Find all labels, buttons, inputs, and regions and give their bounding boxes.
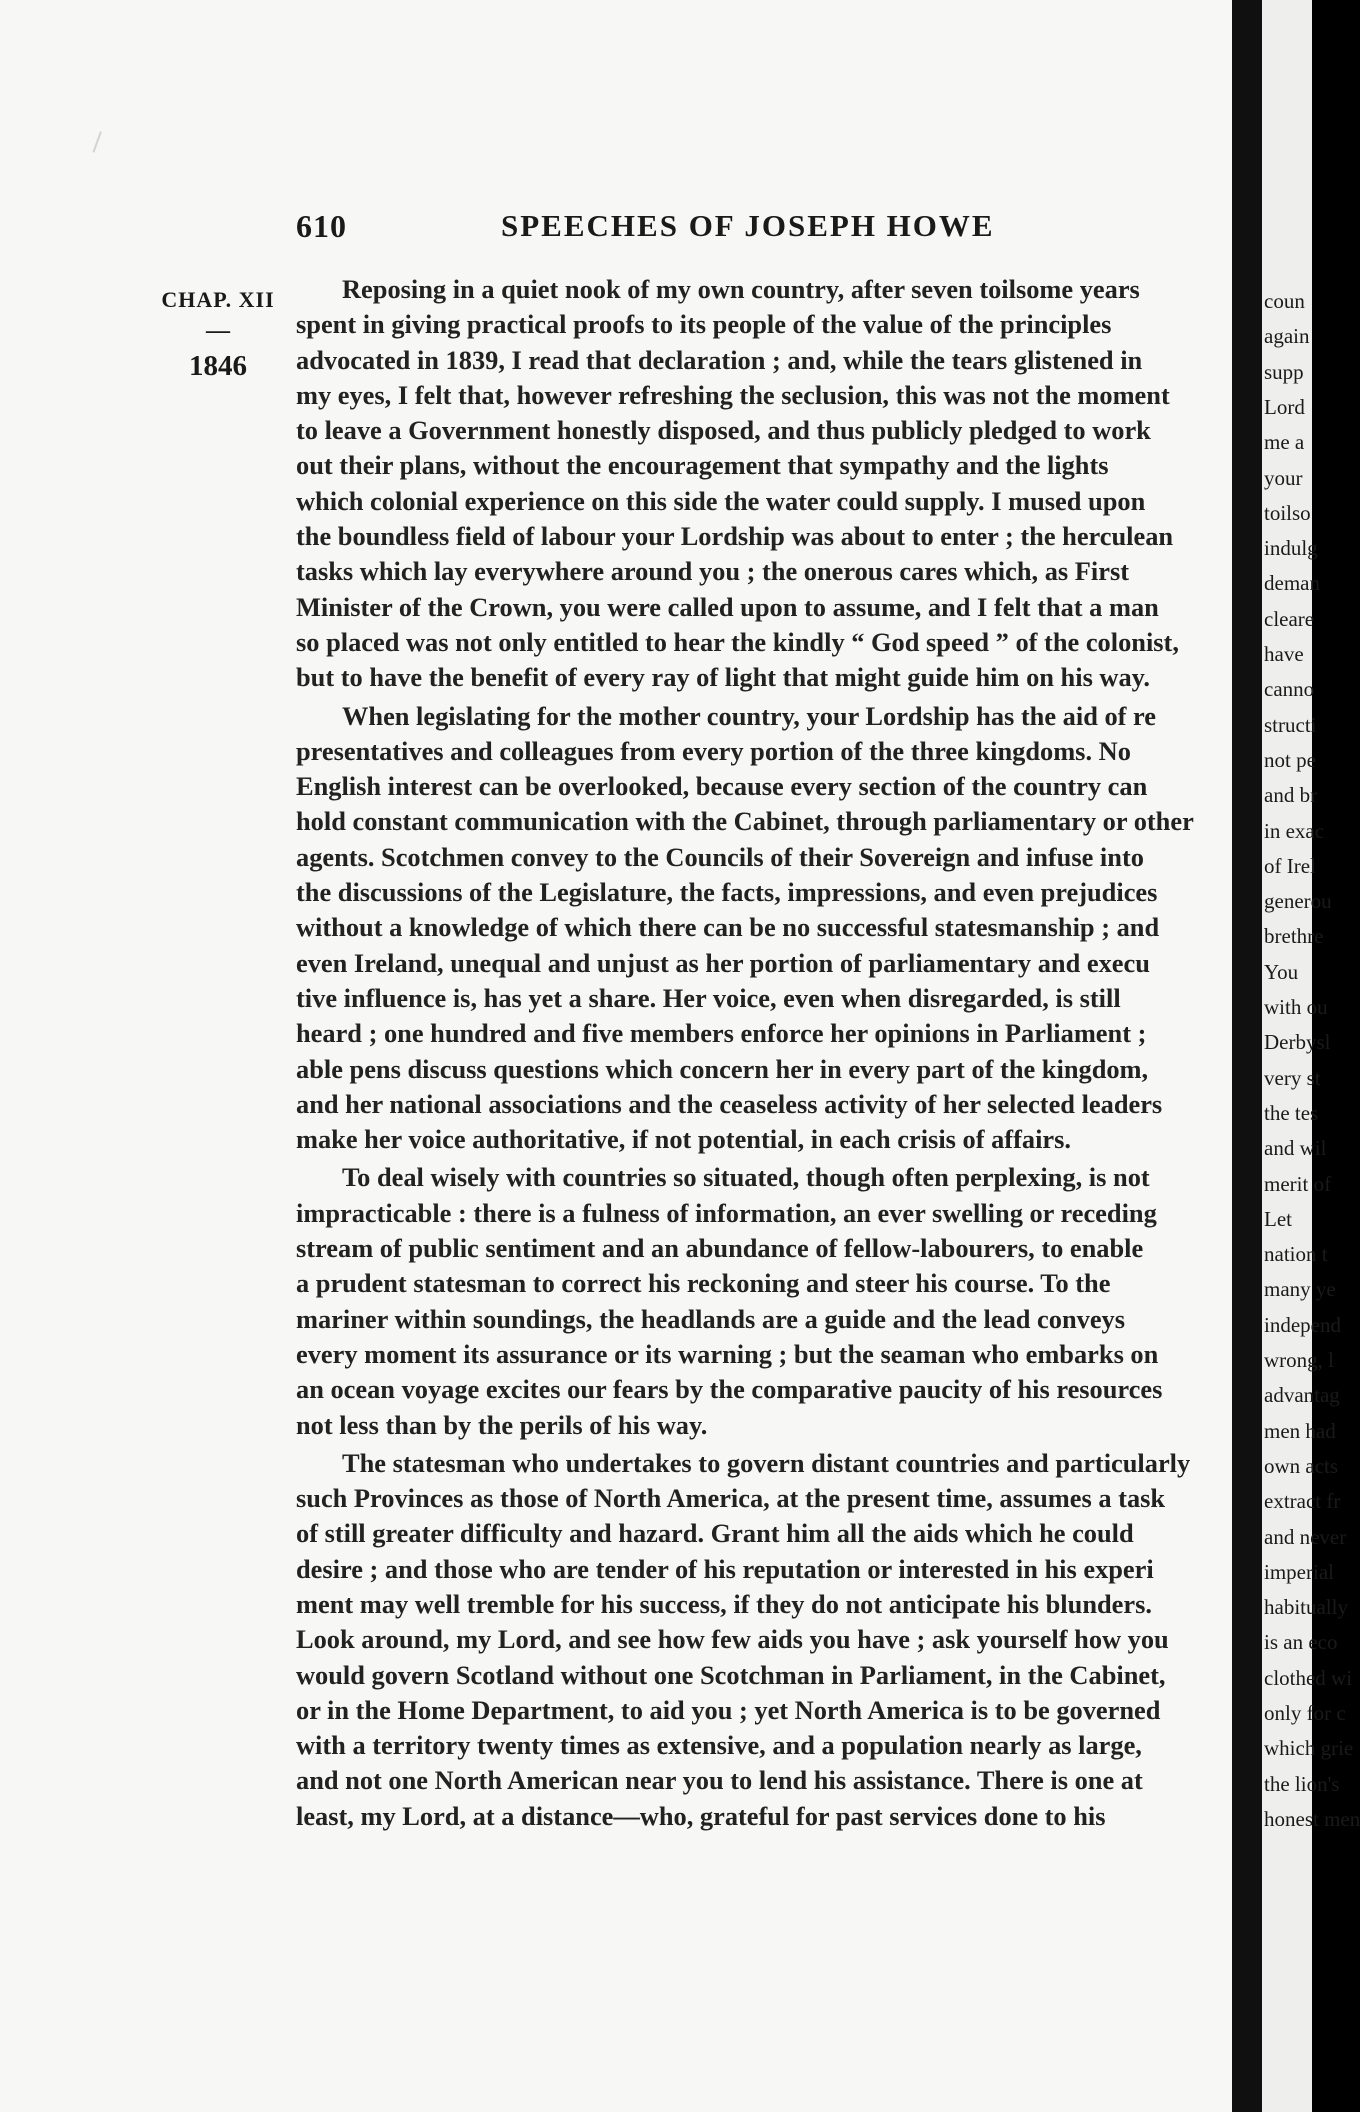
page-header: [296, 208, 1048, 252]
text-line: heard ; one hundred and five members enforce her opinions in Parliament ;: [296, 1018, 1147, 1049]
text-line: impracticable : there is a fulness of information, an ever swelling or receding: [296, 1197, 1157, 1228]
text-line: tasks which lay everywhere around you ; the onerous cares which, as First: [296, 556, 1130, 587]
text-line: but to have the benefit of every ray of light that might guide him on his way.: [296, 662, 1151, 693]
facing-page-fragment: honest men: [1264, 1806, 1360, 1831]
facing-page-fragment: have: [1264, 642, 1304, 666]
chapter-label: CHAP. XII: [161, 287, 275, 312]
text-line: spent in giving practical proofs to its people of the value of the principles: [296, 309, 1112, 340]
text-line: which colonial experience on this side the water could supply. I mused upon: [296, 485, 1146, 516]
text-line: English interest can be overlooked, because every section of the country can: [296, 771, 1148, 802]
facing-page-fragment: You: [1264, 959, 1299, 984]
text-line: Reposing in a quiet nook of my own country, after seven toilsome years: [342, 274, 1140, 304]
text-line: would govern Scotland without one Scotchman in Parliament, in the Cabinet,: [296, 1659, 1166, 1690]
text-line: mariner within soundings, the headlands are a guide and the lead conveys: [296, 1303, 1125, 1334]
text-line: the discussions of the Legislature, the facts, impressions, and even prejudices: [296, 877, 1158, 908]
year-label: 1846: [189, 350, 247, 382]
text-line: with a territory twenty times as extensive, and a population nearly as large,: [296, 1730, 1142, 1761]
book-gutter: [1232, 0, 1264, 2112]
facing-page-fragment: again: [1264, 324, 1310, 349]
body-text: [296, 272, 1236, 1834]
margin-note: [158, 284, 278, 386]
facing-page-fragment: men had: [1264, 1418, 1336, 1443]
text-line: an ocean voyage excites our fears by the comparative paucity of his resources: [296, 1374, 1163, 1405]
facing-page-fragment: in exac: [1264, 818, 1325, 843]
text-line: least, my Lord, at a distance—who, grateful for past services done to his: [296, 1800, 1106, 1831]
text-line: such Provinces as those of North America, at the present time, assumes a task: [296, 1483, 1166, 1514]
facing-page-fragment: and never: [1264, 1524, 1347, 1549]
facing-page-fragment: toilso: [1264, 500, 1311, 525]
facing-page-fragment: merit of: [1264, 1171, 1332, 1196]
text-line: hold constant communication with the Cabinet, through parliamentary or other: [296, 806, 1194, 837]
text-line: ment may well tremble for his success, if they do not anticipate his blunders.: [296, 1588, 1152, 1619]
page-number: 610: [296, 208, 347, 244]
text-line: make her voice authoritative, if not potential, in each crisis of affairs.: [296, 1124, 1071, 1155]
facing-page-fragment: not pe: [1264, 747, 1316, 772]
facing-page-fragment: advantag: [1264, 1383, 1340, 1408]
text-line: agents. Scotchmen convey to the Councils of their Sovereign and infuse into: [296, 841, 1144, 872]
facing-page-fragment: which grie: [1264, 1736, 1354, 1761]
facing-page-fragment: is an eco: [1264, 1630, 1338, 1655]
text-line: or in the Home Department, to aid you ; yet North America is to be governed: [296, 1694, 1161, 1725]
text-line: stream of public sentiment and an abundance of fellow-labourers, to enable: [296, 1233, 1144, 1264]
text-line: To deal wisely with countries so situated, though often perplexing, is not: [342, 1162, 1150, 1193]
facing-page-fragment: supp: [1264, 359, 1304, 384]
text-line: not less than by the perils of his way.: [296, 1409, 708, 1440]
text-line: my eyes, I felt that, however refreshing the seclusion, this was not the moment: [296, 379, 1170, 410]
text-line: a prudent statesman to correct his reckoning and steer his course. To the: [296, 1268, 1111, 1299]
text-line: desire ; and those who are tender of his reputation or interested in his experi: [296, 1553, 1154, 1584]
facing-page-fragment: and br: [1264, 783, 1318, 808]
facing-page-fragment: with ou: [1264, 995, 1328, 1019]
facing-page-fragment: brethre: [1264, 924, 1324, 949]
facing-page-fragment: only for c: [1264, 1701, 1346, 1725]
facing-page-fragment: your: [1264, 465, 1303, 490]
text-line: out their plans, without the encouragement that sympathy and the lights: [296, 450, 1109, 481]
facing-page-fragment: canno: [1264, 677, 1315, 702]
text-line: The statesman who undertakes to govern distant countries and particularly: [342, 1447, 1191, 1478]
facing-page-fragment: independ: [1264, 1312, 1341, 1337]
facing-page-fragment: the lion's: [1264, 1771, 1340, 1796]
facing-page-fragment: many ye: [1264, 1277, 1336, 1302]
text-line: of still greater difficulty and hazard. Grant him all the aids which he could: [296, 1518, 1134, 1549]
text-line: without a knowledge of which there can be no successful statesmanship ; and: [296, 912, 1160, 943]
text-line: presentatives and colleagues from every portion of the three kingdoms. No: [296, 735, 1131, 766]
facing-page-fragment: of Irel: [1264, 853, 1316, 878]
facing-page-fragment: cleare: [1264, 606, 1315, 631]
text-line: and not one North American near you to lend his assistance. There is one at: [296, 1765, 1143, 1796]
margin-dash: —: [206, 318, 230, 344]
text-line: Minister of the Crown, you were called upon to assume, and I felt that a man: [296, 591, 1159, 622]
facing-page-fragment: Derbysl: [1264, 1030, 1331, 1055]
facing-page-fragment: very st: [1264, 1065, 1321, 1090]
facing-page-fragment: indulg: [1264, 536, 1318, 561]
facing-page-fragment: Lord: [1264, 394, 1305, 419]
facing-page-fragment: wrong, l: [1264, 1348, 1334, 1372]
facing-page-fragment: extract fr: [1264, 1489, 1341, 1514]
paragraph-source: [296, 272, 297, 273]
text-line: to leave a Government honestly disposed, and thus publicly pledged to work: [296, 415, 1151, 446]
facing-page-fragment: generou: [1264, 889, 1332, 914]
facing-page-fragment: coun: [1264, 289, 1305, 313]
running-head: SPEECHES OF JOSEPH HOWE: [501, 208, 995, 243]
text-line: the boundless field of labour your Lordship was about to enter ; the herculean: [296, 521, 1174, 552]
facing-page-fragment: deman: [1264, 571, 1320, 596]
text-line: able pens discuss questions which concern her in every part of the kingdom,: [296, 1053, 1149, 1084]
text-line: Look around, my Lord, and see how few aids you have ; ask yourself how you: [296, 1624, 1169, 1655]
facing-page-fragment: own acts: [1264, 1453, 1339, 1478]
facing-page-fragment: nation t: [1264, 1242, 1328, 1267]
facing-page-fragment: habitually: [1264, 1595, 1348, 1620]
facing-page-fragment: the tes: [1264, 1100, 1319, 1125]
facing-page-fragment: Let: [1264, 1206, 1292, 1231]
text-line: even Ireland, unequal and unjust as her portion of parliamentary and execu: [296, 947, 1150, 978]
facing-page-fragment: me a: [1264, 430, 1305, 455]
text-line: so placed was not only entitled to hear the kindly “ God speed ” of the colonist,: [296, 626, 1179, 657]
text-line: When legislating for the mother country, your Lordship has the aid of re: [342, 700, 1156, 731]
facing-page-fragment: clothed wi: [1264, 1665, 1353, 1690]
page-mark: [92, 131, 107, 154]
text-line: tive influence is, has yet a share. Her voice, even when disregarded, is still: [296, 982, 1121, 1013]
text-line: advocated in 1839, I read that declaration ; and, while the tears glistened in: [296, 344, 1143, 375]
text-line: and her national associations and the ceaseless activity of her selected leaders: [296, 1088, 1163, 1119]
facing-page-edge: [1262, 0, 1360, 2112]
text-line: every moment its assurance or its warning ; but the seaman who embarks on: [296, 1338, 1159, 1369]
facing-page-fragment: imperial: [1264, 1559, 1334, 1584]
facing-page-fragment: and wil: [1264, 1136, 1327, 1161]
facing-page-fragment: structi: [1264, 712, 1317, 737]
